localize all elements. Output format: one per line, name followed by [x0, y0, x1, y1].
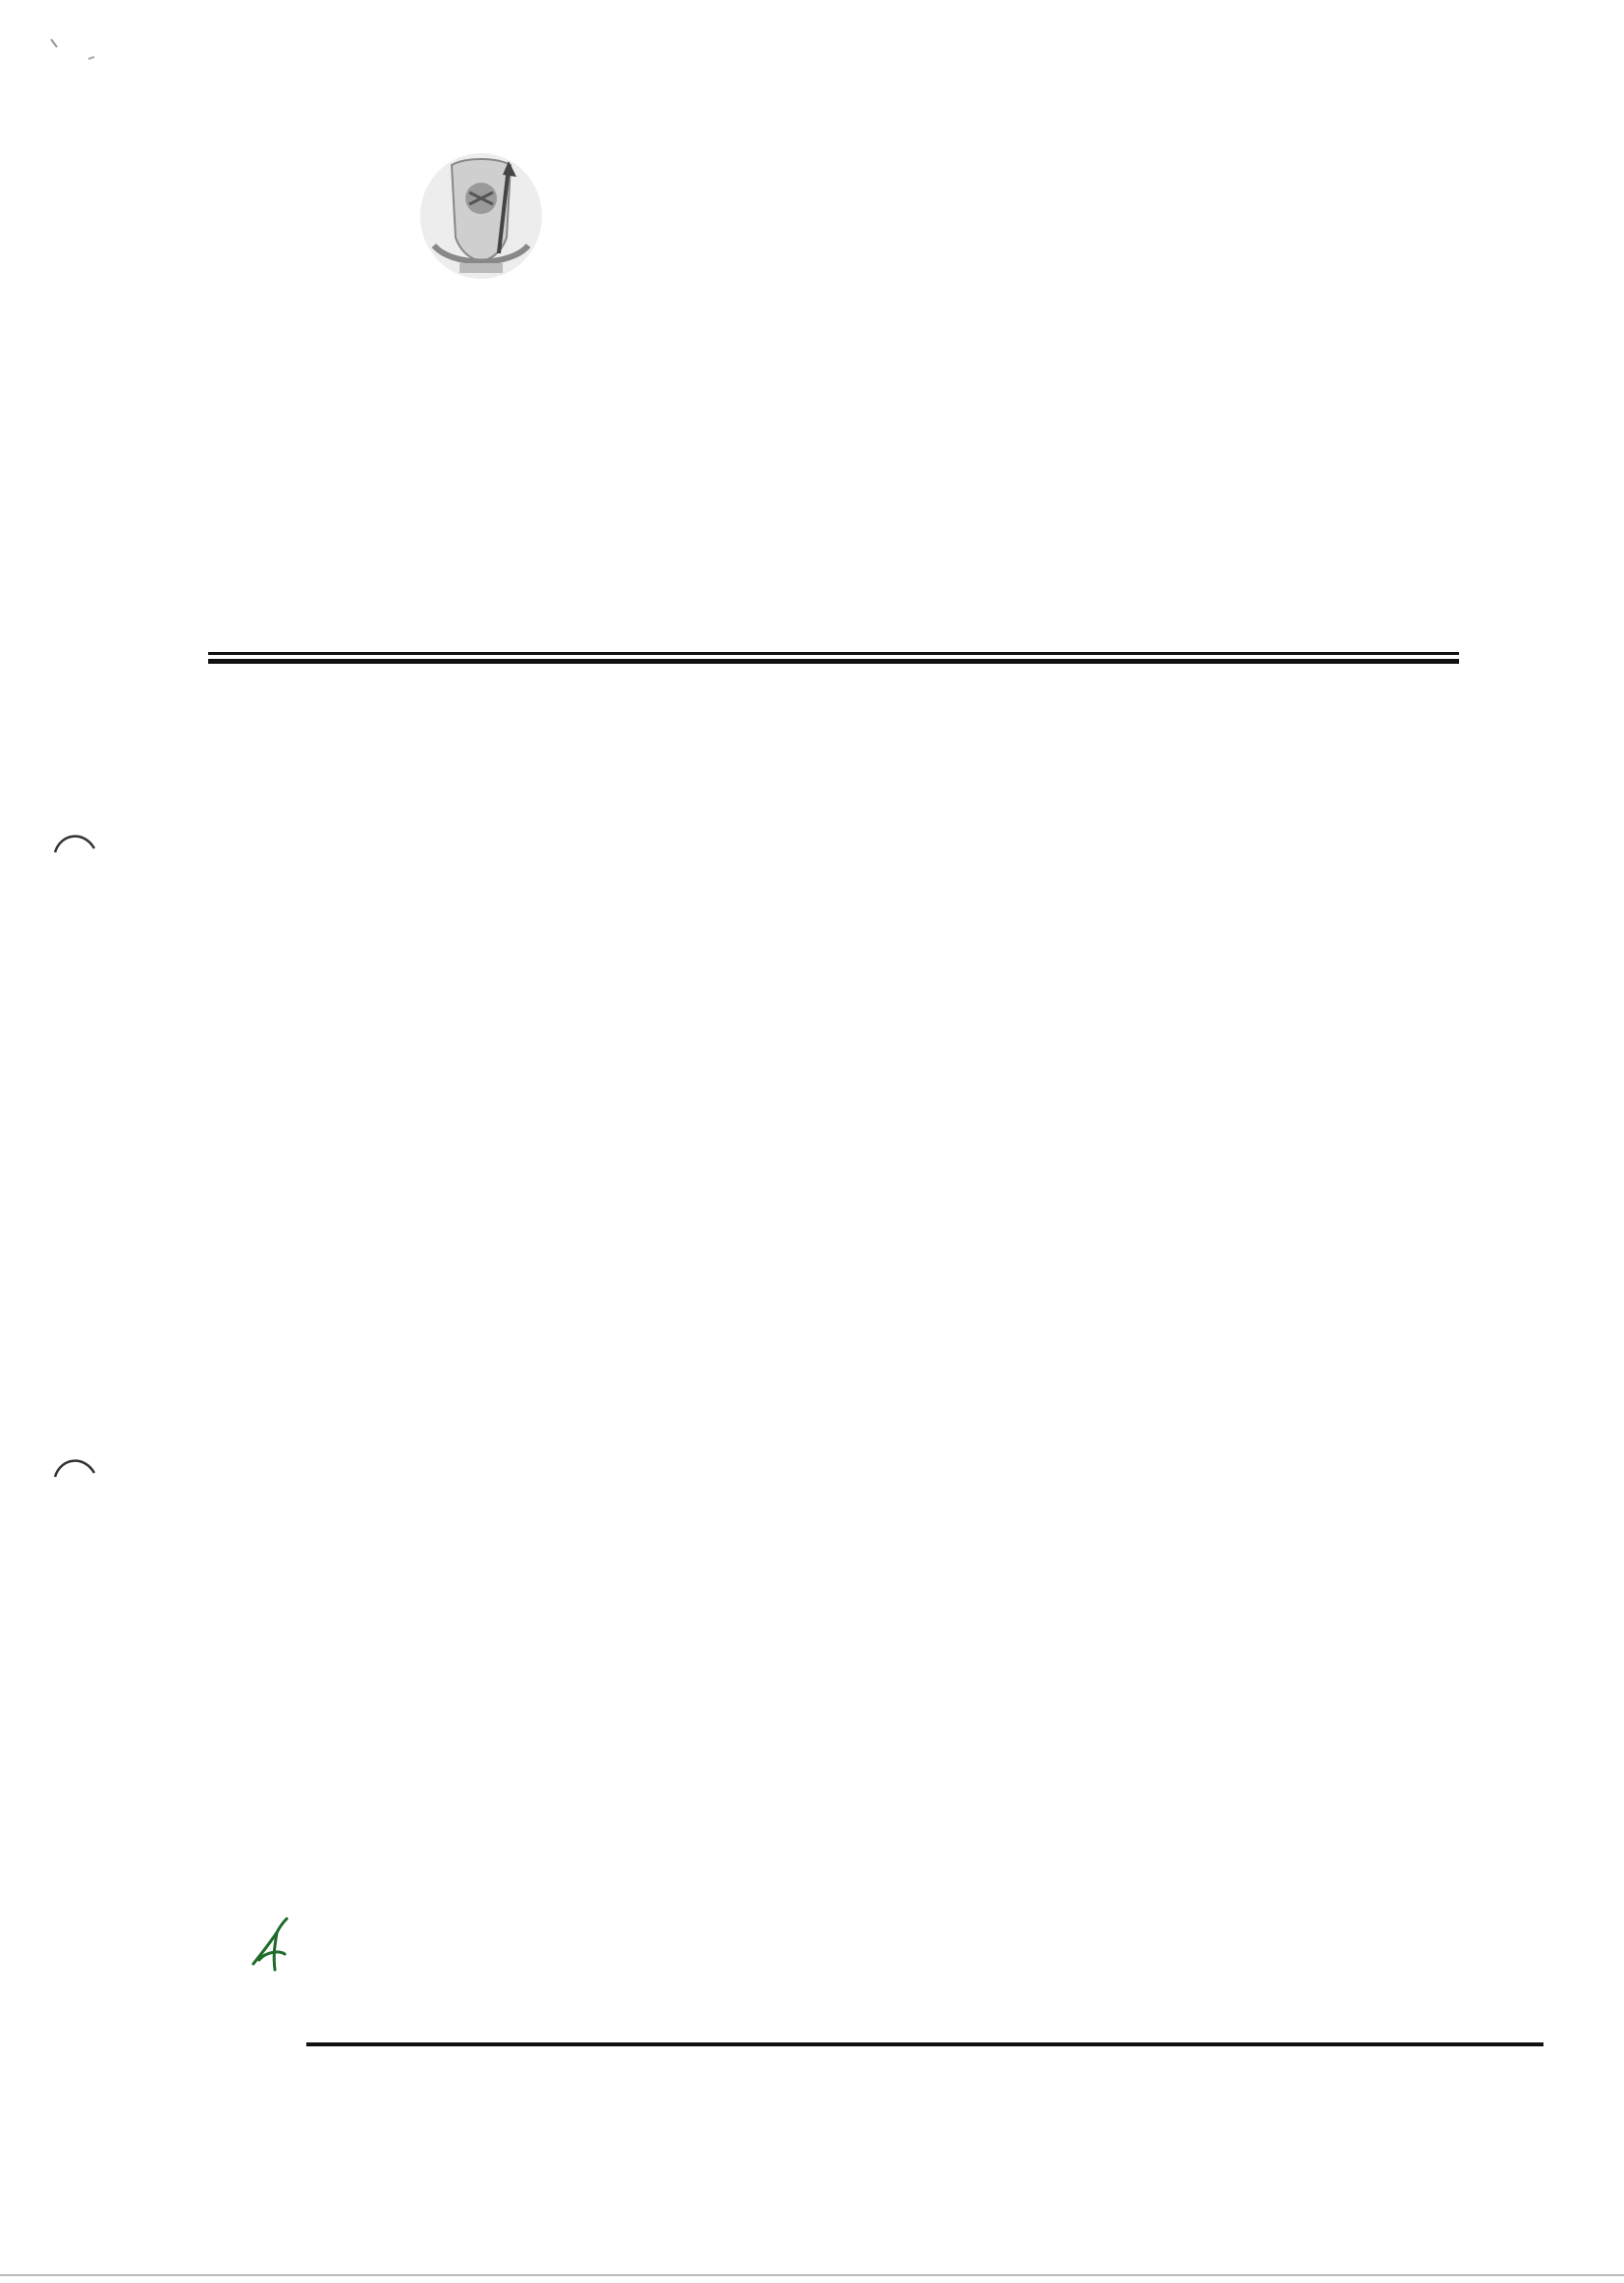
scan-bottom-edge — [0, 2274, 1624, 2276]
decree-body — [212, 742, 1455, 915]
coat-of-arms-emblem — [412, 147, 550, 285]
handwritten-initials-mark — [245, 1915, 304, 1974]
footer-rule — [306, 2042, 1543, 2046]
punch-hole-mark — [51, 827, 98, 856]
scan-artifact — [49, 29, 108, 69]
punch-hole-mark — [51, 1451, 98, 1481]
title-rule-thin — [208, 652, 1459, 655]
title-rule-thick — [208, 659, 1459, 664]
